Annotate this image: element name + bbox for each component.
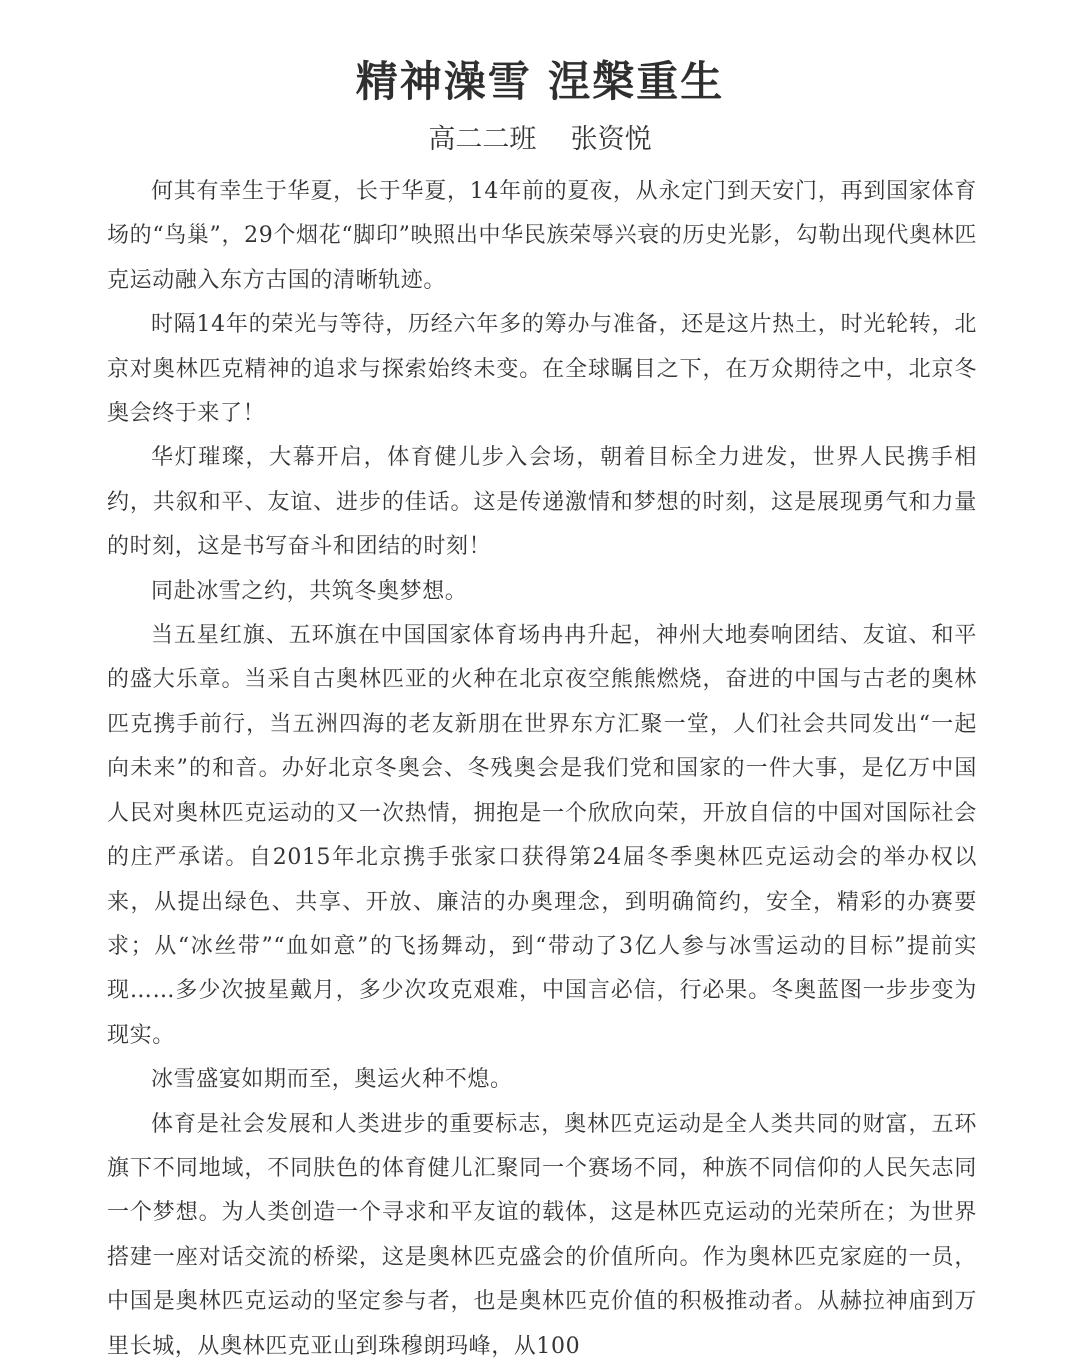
document-title: 精神澡雪 涅槃重生 (355, 57, 725, 106)
paragraph-5: 当五星红旗、五环旗在中国国家体育场冉冉升起，神州大地奏响团结、友谊、和平的盛大乐章。当采自古奥林匹亚的火种在北京夜空熊熊燃烧，奋进的中国与古老的奥林匹克携手前行，当五洲四海的老友新朋在世界东方汇聚一堂，人们社会共同发出“一起向未来”的和音。办好北京冬奥会、冬残奥会是我们党和国家的一件大事，是亿万中国人民对奥林匹克运动的又一次热情，拥抱是一个欣欣向荣，开放自信的中国对国际社会的庄严承诺。自2015年北京携手张家口获得第24届冬季奥林匹克运动会的举办权以来，从提出绿色、共享、开放、廉洁的办奥理念，到明确简约，安全，精彩的办赛要求；从“冰丝带”“血如意”的飞扬舞动，到“带动了3亿人参与冰雪运动的目标”提前实现……多少次披星戴月，多少次攻克艰难，中国言必信，行必果。冬奥蓝图一步步变为现实。 (107, 623, 977, 1048)
paragraph-1: 何其有幸生于华夏，长于华夏，14年前的夏夜，从永定门到天安门，再到国家体育场的“鸟巢”，29个烟花“脚印”映照出中华民族荣辱兴衰的历史光影，勾勒出现代奥林匹克运动融入东方古国的清晰轨迹。 (107, 179, 977, 293)
document-body (107, 170, 977, 1369)
paragraph-4: 同赴冰雪之约，共筑冬奥梦想。 (151, 578, 468, 604)
paragraph-2: 时隔14年的荣光与等待，历经六年多的筹办与准备，还是这片热土，时光轮转，北京对奥林匹克精神的追求与探索始终未变。在全球瞩目之下，在万众期待之中，北京冬奥会终于来了！ (107, 312, 977, 427)
paragraph-7: 体育是社会发展和人类进步的重要标志，奥林匹克运动是全人类共同的财富，五环旗下不同地域，不同肤色的体育健儿汇聚同一个赛场不同，种族不同信仰的人民矢志同一个梦想。为人类创造一个寻求和平友谊的载体，这是林匹克运动的光荣所在；为世界搭建一座对话交流的桥梁，这是奥林匹克盛会的价值所向。作为奥林匹克家庭的一员，中国是奥林匹克运动的坚定参与者，也是奥林匹克价值的积极推动者。从赫拉神庙到万里长城，从奥林匹克亚山到珠穆朗玛峰，从100 (107, 1111, 977, 1359)
document-byline: 高二二班 张资悦 (428, 124, 652, 155)
paragraph-6: 冰雪盛宴如期而至，奥运火种不熄。 (151, 1067, 513, 1093)
paragraph-3: 华灯璀璨，大幕开启，体育健儿步入会场，朝着目标全力进发，世界人民携手相约，共叙和平、友谊、进步的佳话。这是传递激情和梦想的时刻，这是展现勇气和力量的时刻，这是书写奋斗和团结的时刻！ (107, 445, 977, 560)
